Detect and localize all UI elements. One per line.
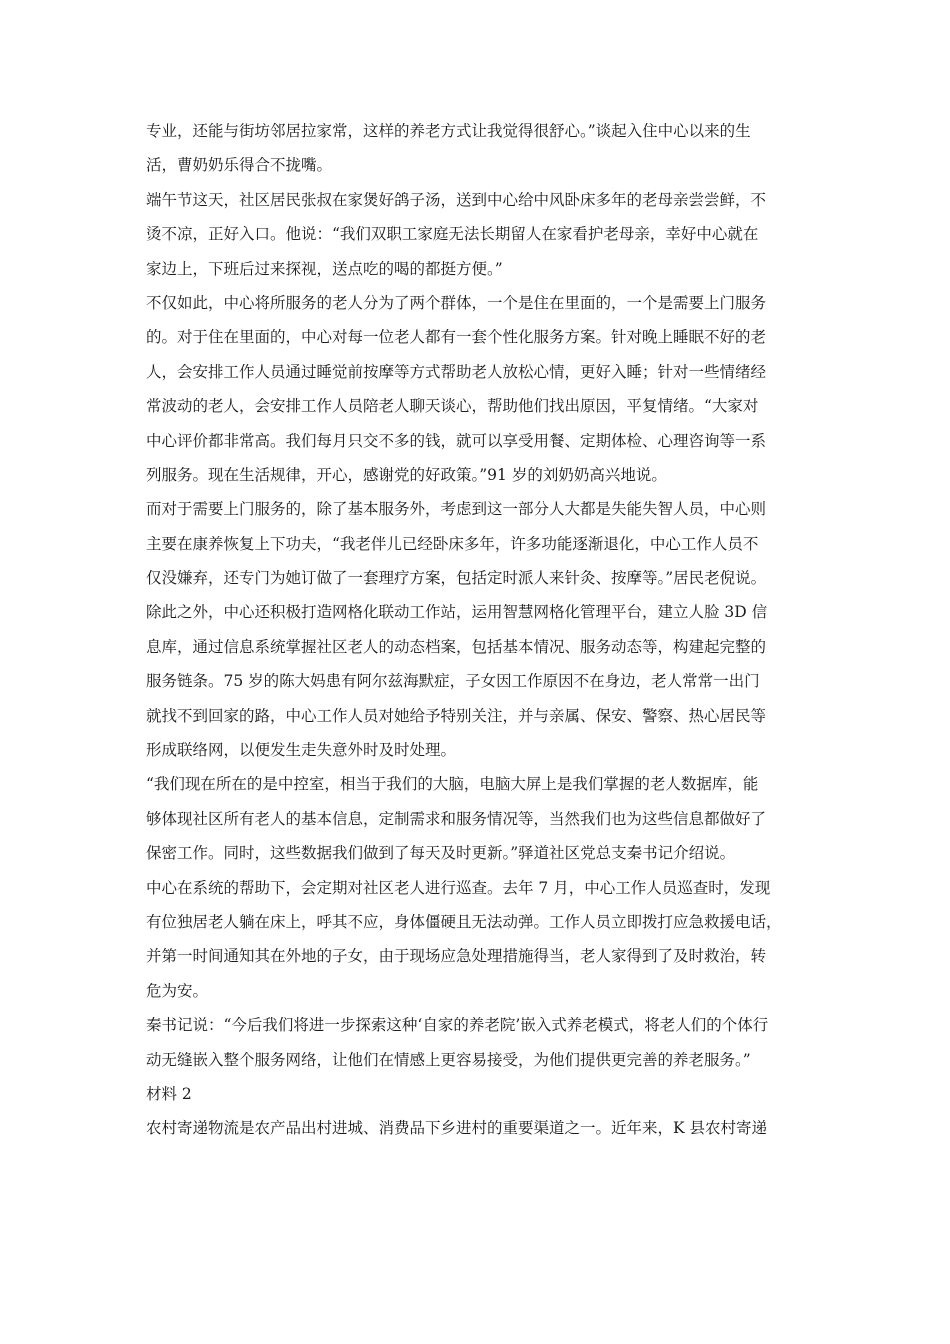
text-line: 专业，还能与街坊邻居拉家常，这样的养老方式让我觉得很舒心。”谈起入住中心以来的生 (146, 122, 751, 140)
text-line: 常波动的老人，会安排工作人员陪老人聊天谈心，帮助他们找出原因，平复情绪。“大家对 (146, 397, 759, 416)
text-line: 中心在系统的帮助下，会定期对社区老人进行巡查。去年 7 月，中心工作人员巡查时，发现 (146, 878, 771, 897)
text-line: 不仅如此，中心将所服务的老人分为了两个群体，一个是住在里面的，一个是需要上门服务 (146, 293, 767, 312)
text-line: 仅没嫌弃，还专门为她订做了一套理疗方案，包括定时派人来针灸、按摩等。”居民老倪说。 (146, 569, 767, 588)
document-body (146, 114, 826, 1146)
text-line: “我们现在所在的是中控室，相当于我们的大脑，电脑大屏上是我们掌握的老人数据库，能 (146, 775, 759, 794)
text-line: 主要在康养恢复上下功夫，“我老伴儿已经卧床多年，许多功能逐渐退化，中心工作人员不 (146, 534, 759, 553)
text-line: 够体现社区所有老人的基本信息，定制需求和服务情况等，当然我们也为这些信息都做好了 (146, 809, 767, 828)
text-line: 形成联络网，以便发生走失意外时及时处理。 (146, 741, 457, 760)
text-line: 而对于需要上门服务的，除了基本服务外，考虑到这一部分人大都是失能失智人员，中心则 (146, 500, 767, 519)
text-line: 端午节这天，社区居民张叔在家煲好鸽子汤，送到中心给中风卧床多年的老母亲尝尝鲜，不 (146, 190, 767, 209)
text-line: 农村寄递物流是农产品出村进城、消费品下乡进村的重要渠道之一。近年来，K 县农村寄递 (146, 1119, 768, 1138)
text-line: 家边上，下班后过来探视，送点吃的喝的都挺方便。” (146, 259, 503, 278)
text-line: 有位独居老人躺在床上，呼其不应，身体僵硬且无法动弹。工作人员立即拨打应急救援电话， (146, 912, 782, 931)
text-line: 危为安。 (146, 981, 209, 1000)
text-line: 烫不凉，正好入口。他说：“我们双职工家庭无法长期留人在家看护老母亲，幸好中心就在 (146, 225, 759, 244)
text-line: 就找不到回家的路，中心工作人员对她给予特别关注，并与亲属、保安、警察、热心居民等 (146, 706, 767, 725)
text-line: 息库，通过信息系统掌握社区老人的动态档案，包括基本情况、服务动态等，构建起完整的 (146, 637, 767, 656)
section-heading: 材料 2 (146, 1084, 192, 1103)
text-line: 并第一时间通知其在外地的子女，由于现场应急处理措施得当，老人家得到了及时救治，转 (146, 947, 767, 966)
text-line: 服务链条。75 岁的陈大妈患有阿尔兹海默症，子女因工作原因不在身边，老人常常一出门 (146, 672, 760, 691)
text-line: 活，曹奶奶乐得合不拢嘴。 (146, 156, 333, 175)
text-line: 人，会安排工作人员通过睡觉前按摩等方式帮助老人放松心情，更好入睡；针对一些情绪经 (146, 362, 767, 381)
text-line: 除此之外，中心还积极打造网格化联动工作站，运用智慧网格化管理平台，建立人脸 3D 信 (146, 603, 768, 622)
text-line: 中心评价都非常高。我们每月只交不多的钱，就可以享受用餐、定期体检、心理咨询等一系 (146, 431, 767, 450)
text-line: 保密工作。同时，这些数据我们做到了每天及时更新。”驿道社区党总支秦书记介绍说。 (146, 844, 736, 863)
text-line: 的。对于住在里面的，中心对每一位老人都有一套个性化服务方案。针对晚上睡眠不好的老 (146, 328, 767, 347)
text-line: 列服务。现在生活规律，开心，感谢党的好政策。”91 岁的刘奶奶高兴地说。 (146, 465, 667, 484)
text-line: 动无缝嵌入整个服务网络，让他们在情感上更容易接受，为他们提供更完善的养老服务。” (146, 1050, 751, 1069)
text-line: 秦书记说：“今后我们将进一步探索这种‘自家的养老院’嵌入式养老模式，将老人们的个体行 (146, 1016, 769, 1035)
